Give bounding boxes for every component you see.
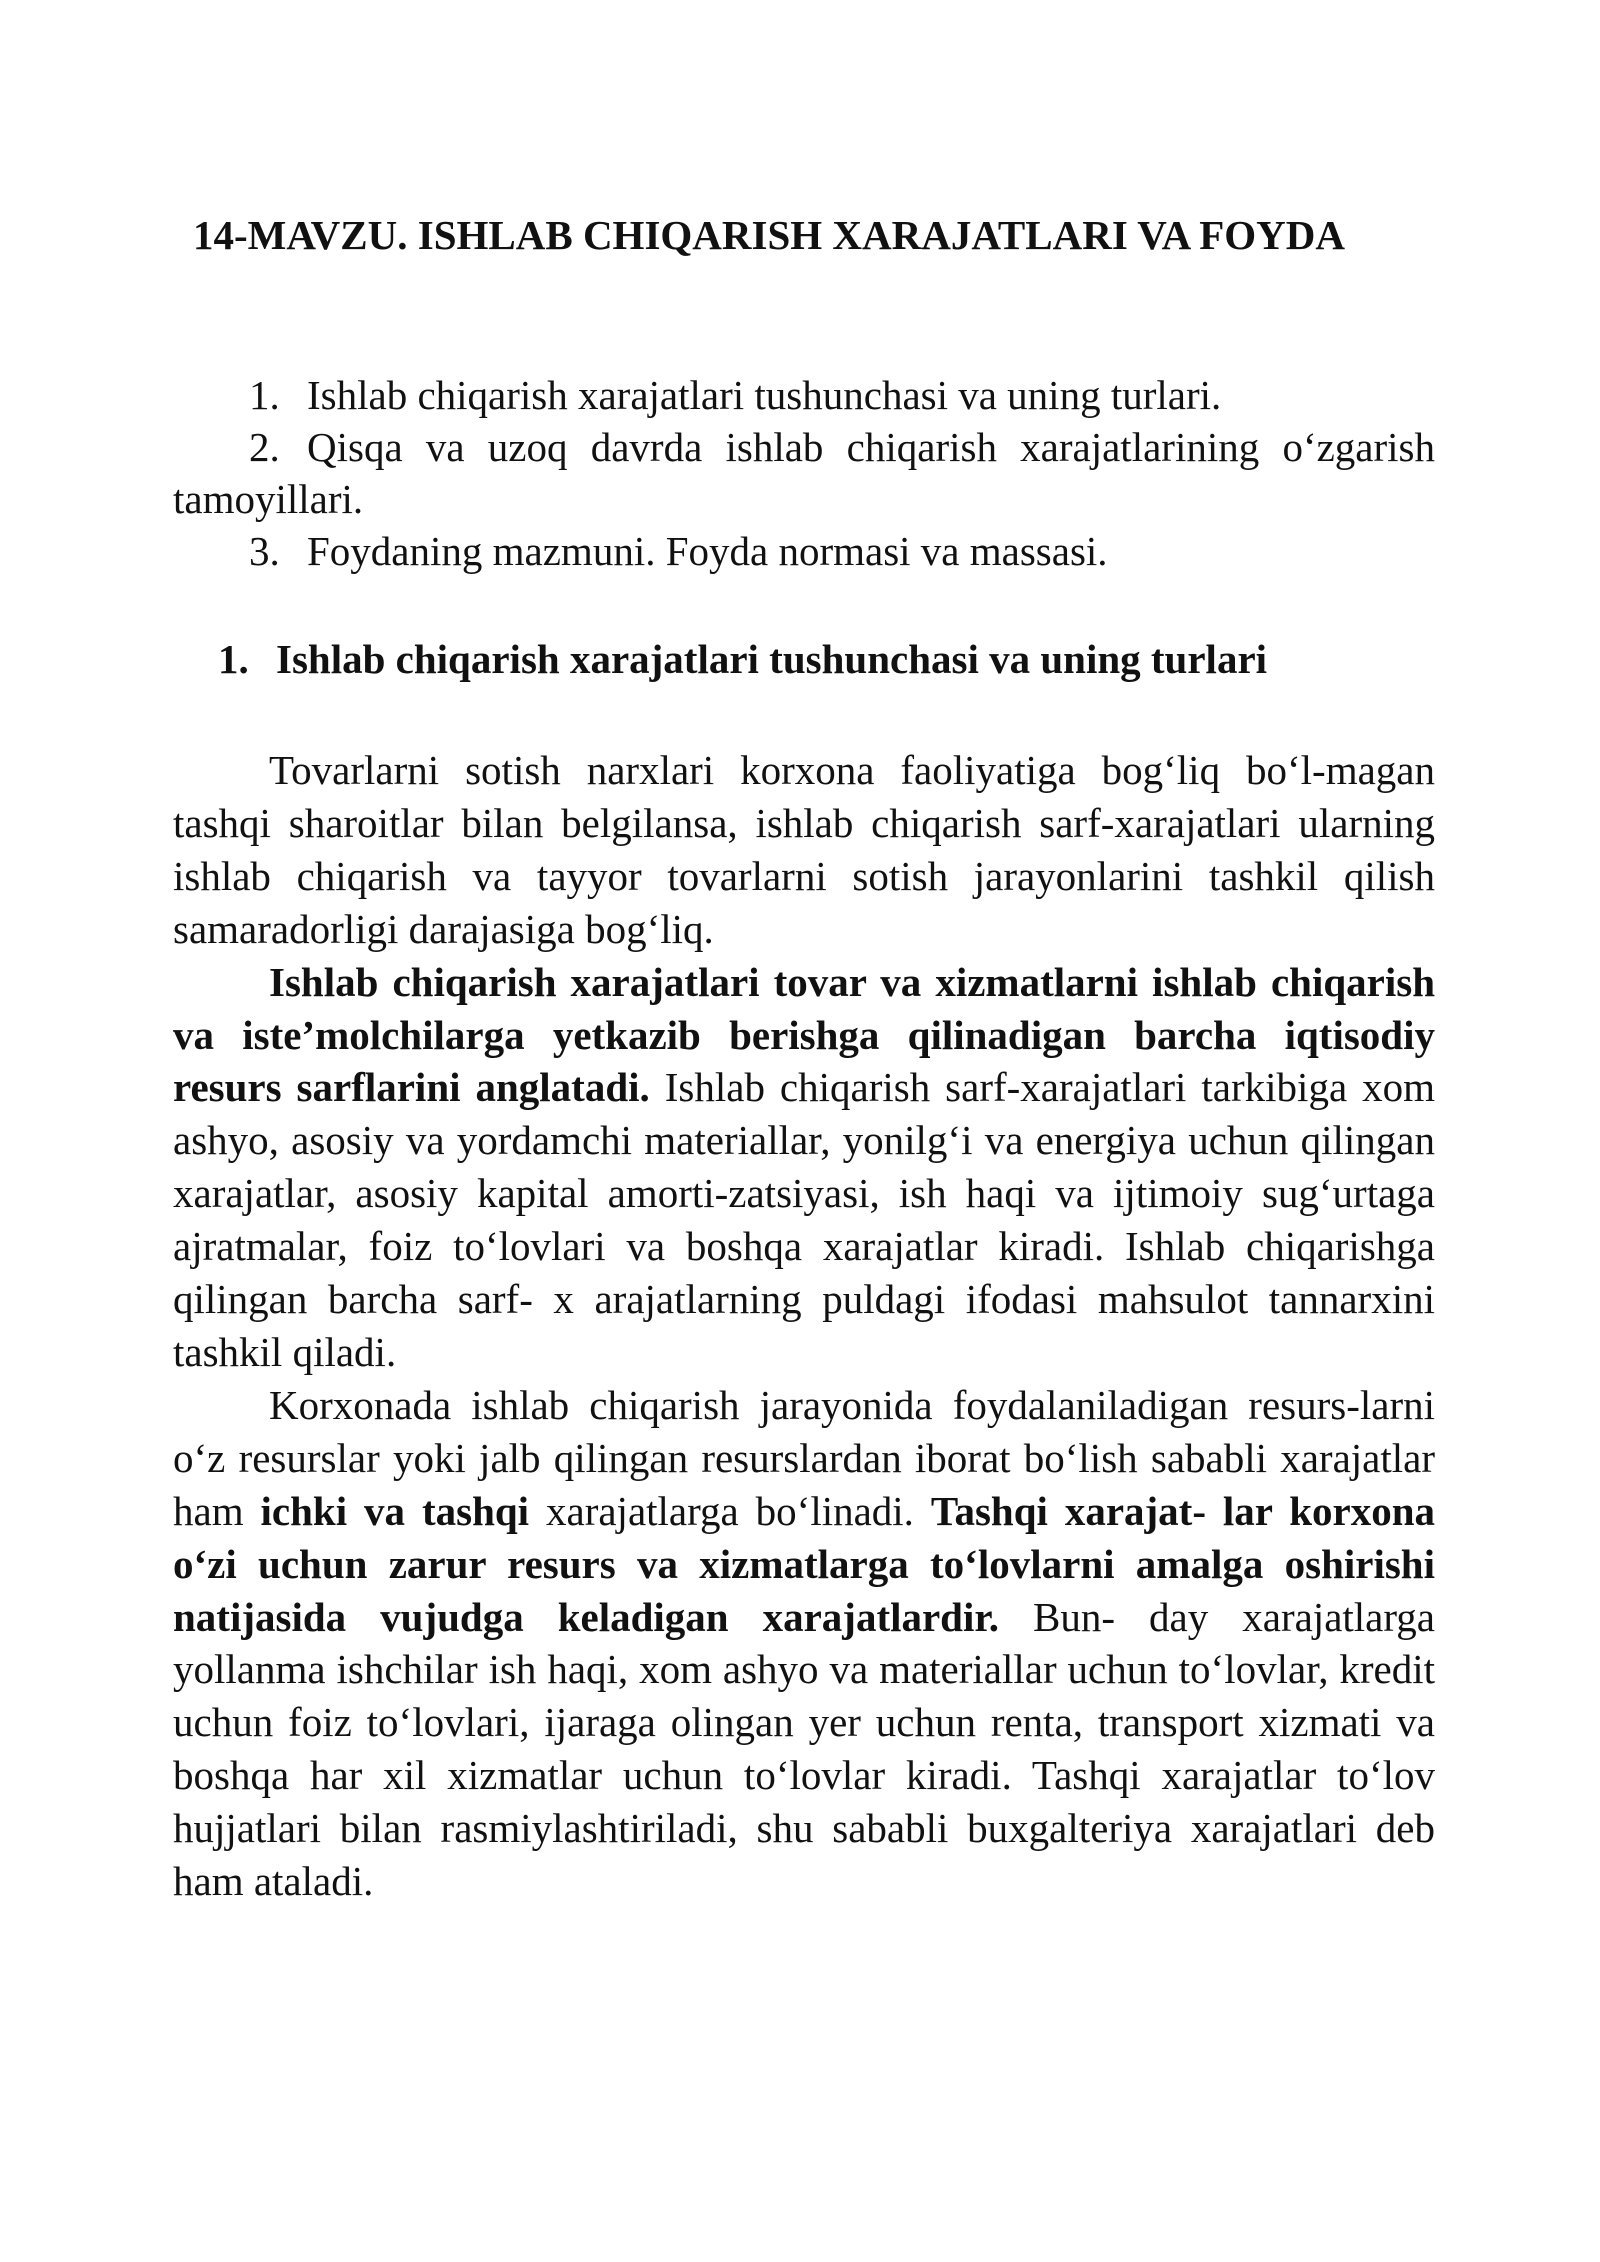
outline-text: Foydaning mazmuni. Foyda normasi va massasi. (307, 528, 1108, 574)
section-heading (218, 632, 1438, 686)
outline-text: Ishlab chiqarish xarajatlari tushunchasi va uning turlari. (307, 372, 1222, 418)
page-title: 14-MAVZU. ISHLAB CHIQARISH XARAJATLARI VA FOYDA (193, 212, 1345, 258)
section-number: 1. (218, 636, 249, 682)
body-text (173, 744, 1435, 1908)
paragraph-text: Korxonada ishlab chiqarish jarayonida foydalaniladigan resurs-larni o‘z resurslar yoki jalb qilingan resurslardan iborat bo‘lish sababli xarajatlar ham (173, 1381, 1435, 1534)
section-heading-text: Ishlab chiqarish xarajatlari tushunchasi va uning turlari (276, 636, 1268, 682)
paragraph-text: Ishlab chiqarish sarf-xarajatlari tarkibiga xom ashyo, asosiy va yordamchi materiallar, yonilg‘i va energiya uchun qilingan xarajatlar, asosiy kapital amorti-zatsiyasi, ish haqi va ijtimoiy sug‘urtaga ajratmalar, foiz to‘lovlari va boshqa xarajatlar kiradi. Ishlab chiqarishga qilingan barcha sarf- x arajatlarning puldagi ifodasi mahsulot tannarxini tashkil qiladi. (173, 1064, 1435, 1375)
paragraph (173, 956, 1435, 1379)
paragraph-text: Tovarlarni sotish narxlari korxona faoliyatiga bog‘liq bo‘l-magan tashqi sharoitlar bilan belgilansa, ishlab chiqarish sarf-xarajatlari ularning ishlab chiqarish va tayyor tovarlarni sotish jarayonlarini tashkil qilish samaradorligi darajasiga bog‘liq. (173, 747, 1435, 952)
definition-bold: Ishlab chiqarish xarajatlari tovar va xizmatlarni ishlab chiqarish va iste’molchilarga yetkazib berishga qilinadigan barcha iqtisodiy resurs sarflarini anglatadi. (173, 958, 1435, 1111)
paragraph-text: Bun- day xarajatlarga yollanma ishchilar ish haqi, xom ashyo va materiallar uchun to‘lovlar, kredit uchun foiz to‘lovlari, ijaraga olingan yer uchun renta, transport xizmati va boshqa har xil xizmatlar uchun to‘lovlar kiradi. Tashqi xarajatlar to‘lov hujjatlari bilan rasmiylashtiriladi, shu sababli buxgalteriya xarajatlari deb ham ataladi. (173, 1593, 1435, 1905)
outline-number: 3. (249, 528, 280, 574)
topic-outline (173, 369, 1435, 577)
outline-item (173, 369, 1435, 421)
paragraph (173, 744, 1435, 956)
outline-number: 2. (249, 424, 280, 470)
paragraph (173, 1379, 1435, 1908)
outline-text: Qisqa va uzoq davrda ishlab chiqarish xarajatlarining o‘zgarish tamoyillari. (173, 424, 1435, 522)
paragraph-text: xarajatlarga bo‘linadi. (529, 1487, 931, 1534)
definition-bold: Tashqi xarajat- lar korxona o‘zi uchun zarur resurs va xizmatlarga to‘lovlarni amalga oshirishi natijasida vujudga keladigan xarajatlardir. (173, 1487, 1435, 1640)
outline-number: 1. (249, 372, 280, 418)
outline-item (173, 421, 1435, 525)
outline-item (173, 525, 1435, 577)
emphasis-bold: ichki va tashqi (260, 1487, 530, 1534)
